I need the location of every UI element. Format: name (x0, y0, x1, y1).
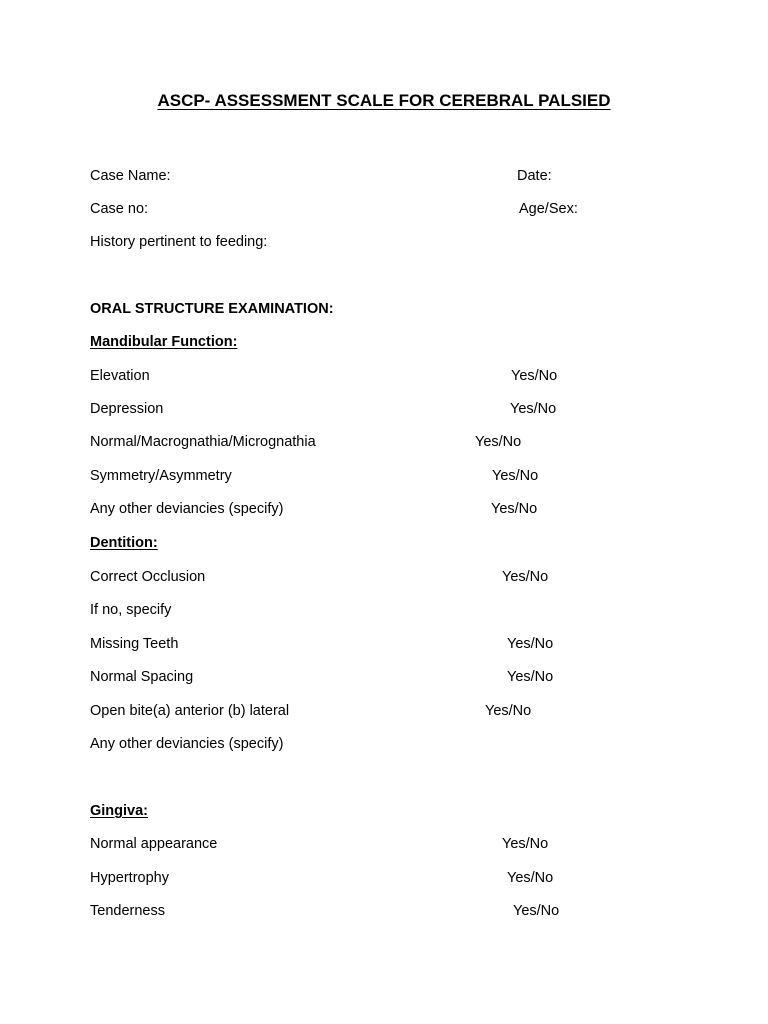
item-label: Open bite(a) anterior (b) lateral (90, 703, 290, 719)
page-title: ASCP- ASSESSMENT SCALE FOR CEREBRAL PALSIED (157, 91, 611, 110)
case-name-label: Case Name: (90, 168, 171, 184)
date-label: Date: (517, 168, 552, 184)
item-label: Any other deviancies (specify) (90, 736, 284, 752)
item-answer: Yes/No (502, 836, 549, 852)
item-answer: Yes/No (513, 903, 560, 919)
item-answer: Yes/No (511, 368, 558, 384)
item-label: If no, specify (90, 602, 172, 618)
item-label: Normal/Macrognathia/Micrognathia (90, 434, 316, 450)
item-label: Tenderness (90, 903, 165, 919)
dentition-heading: Dentition: (90, 535, 158, 551)
item-answer: Yes/No (507, 669, 554, 685)
item-answer: Yes/No (502, 569, 549, 585)
item-answer: Yes/No (507, 636, 554, 652)
item-label: Symmetry/Asymmetry (90, 468, 232, 484)
item-label: Normal appearance (90, 836, 218, 852)
oral-exam-heading: ORAL STRUCTURE EXAMINATION: (90, 301, 334, 317)
case-no-label: Case no: (90, 201, 149, 217)
item-answer: Yes/No (510, 401, 557, 417)
item-answer: Yes/No (492, 468, 539, 484)
item-label: Hypertrophy (90, 870, 169, 886)
gingiva-heading: Gingiva: (90, 803, 149, 819)
mandibular-heading: Mandibular Function: (90, 334, 238, 350)
history-label: History pertinent to feeding: (90, 234, 268, 250)
item-label: Correct Occlusion (90, 569, 206, 585)
item-label: Any other deviancies (specify) (90, 501, 284, 517)
item-answer: Yes/No (475, 434, 522, 450)
item-answer: Yes/No (485, 703, 532, 719)
item-answer: Yes/No (507, 870, 554, 886)
item-label: Normal Spacing (90, 669, 194, 685)
item-label: Depression (90, 401, 164, 417)
item-label: Missing Teeth (90, 636, 179, 652)
age-sex-label: Age/Sex: (519, 201, 578, 217)
item-label: Elevation (90, 368, 150, 384)
item-answer: Yes/No (491, 501, 538, 517)
